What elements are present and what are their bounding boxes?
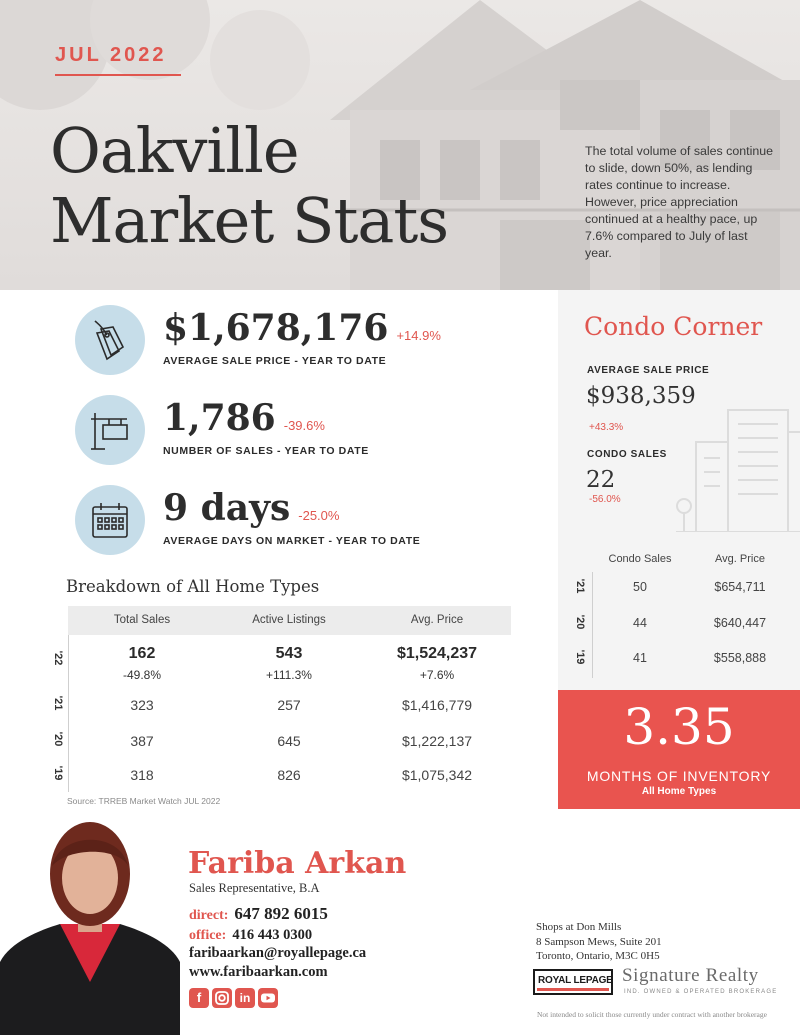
agent-role: Sales Representative, B.A [189, 881, 320, 895]
direct-phone[interactable] [189, 904, 328, 924]
table-cell: 543 [275, 645, 303, 662]
source-note: Source: TRREB Market Watch JUL 2022 [67, 796, 221, 806]
title-line-1: Oakville [50, 114, 299, 187]
calendar-icon [75, 485, 145, 555]
col-active-listings: Active Listings [252, 614, 326, 626]
stat-change: +14.9% [396, 328, 441, 343]
inventory-label: MONTHS OF INVENTORY [586, 768, 772, 784]
stat-change: -39.6% [283, 418, 325, 433]
inventory-subtitle: All Home Types [641, 786, 717, 797]
logo-bar [537, 988, 609, 991]
year-label: '20 [574, 614, 586, 630]
table-cell: $1,524,237 [396, 645, 478, 662]
stat-average-sale-price [75, 305, 545, 377]
agent-email-link[interactable]: faribaarkan@royallepage.ca [189, 945, 367, 961]
office-label: office: [189, 928, 227, 943]
stat-value-text: 9 days [163, 487, 291, 529]
address-line-1: Shops at Don Mills [536, 921, 622, 933]
stat-value-text: 1,786 [163, 397, 276, 439]
year-label: '22 [52, 650, 64, 666]
address-line-3: Toronto, Ontario, M3C 0H5 [536, 950, 660, 962]
direct-number: 647 892 6015 [234, 904, 328, 923]
facebook-icon[interactable]: f [189, 988, 209, 1008]
inventory-value: 3.35 [623, 698, 735, 756]
col-total-sales: Total Sales [113, 614, 171, 626]
breakdown-divider [68, 635, 69, 792]
condo-avg-price-change: +43.3% [589, 422, 624, 433]
year-label: '19 [574, 649, 586, 665]
youtube-icon[interactable] [258, 988, 278, 1008]
building-icon [676, 402, 800, 532]
year-label: '19 [52, 765, 64, 781]
report-month: JUL 2022 [55, 44, 167, 66]
condo-avg-price-label: AVERAGE SALE PRICE [587, 365, 710, 376]
table-cell: $1,222,137 [401, 733, 473, 749]
page-title [50, 116, 448, 256]
col-avg-price: Avg. Price [410, 614, 464, 626]
condo-sales: 22 [586, 467, 616, 493]
table-cell: $640,447 [713, 616, 767, 630]
hero-banner [0, 0, 800, 290]
table-cell: 50 [633, 580, 647, 594]
stat-label: NUMBER OF SALES - YEAR TO DATE [163, 445, 369, 457]
breakdown-header [68, 606, 511, 635]
table-cell-change: -49.8% [122, 668, 162, 682]
condo-avg-price: $938,359 [586, 383, 696, 409]
price-tag-icon [75, 305, 145, 375]
instagram-icon[interactable] [212, 988, 232, 1008]
condo-sales-label: CONDO SALES [587, 449, 667, 460]
table-cell-change: +111.3% [266, 668, 312, 682]
office-address [536, 920, 662, 964]
table-cell-change: +7.6% [419, 668, 455, 682]
year-label: '21 [52, 695, 64, 711]
table-cell: 44 [633, 616, 647, 630]
table-cell: 387 [130, 733, 154, 749]
condo-sales-change: -56.0% [589, 494, 621, 505]
stat-label: AVERAGE SALE PRICE - YEAR TO DATE [163, 355, 387, 367]
table-cell: 318 [130, 767, 154, 783]
year-label: '21 [574, 578, 586, 594]
table-cell: 41 [633, 651, 647, 665]
stat-value [163, 487, 339, 529]
brokerage-subtitle: IND. OWNED & OPERATED BROKERAGE [624, 989, 778, 995]
condo-corner-panel [558, 290, 800, 690]
agent-photo [0, 812, 180, 1035]
table-cell: $654,711 [714, 580, 766, 594]
direct-label: direct: [189, 908, 229, 923]
condo-table-divider [592, 572, 593, 678]
table-cell: 323 [130, 697, 154, 713]
stat-value [163, 397, 325, 439]
condo-title: Condo Corner [584, 312, 763, 341]
logo-text: ROYAL LEPAGE [538, 975, 613, 986]
table-cell: $1,075,342 [401, 767, 473, 783]
stat-value-text: $1,678,176 [163, 307, 389, 349]
stat-number-of-sales [75, 395, 545, 467]
linkedin-icon[interactable]: in [235, 988, 255, 1008]
agent-website-link[interactable]: www.faribaarkan.com [189, 964, 328, 980]
month-underline [55, 74, 181, 76]
table-cell: $1,416,779 [401, 697, 473, 713]
royal-lepage-logo [533, 969, 613, 995]
table-cell: 645 [277, 733, 301, 749]
year-label: '20 [52, 731, 64, 747]
table-cell: 162 [128, 645, 156, 662]
stat-label: AVERAGE DAYS ON MARKET - YEAR TO DATE [163, 535, 421, 547]
disclaimer: Not intended to solicit those currently under contract with another brokerage [537, 1010, 767, 1019]
col-condo-sales: Condo Sales [608, 553, 672, 565]
address-line-2: 8 Sampson Mews, Suite 201 [536, 935, 662, 948]
breakdown-title: Breakdown of All Home Types [66, 577, 320, 596]
stat-days-on-market [75, 485, 545, 557]
intro-text: The total volume of sales continue to slide, down 50%, as lending rates continue to increase. However, price appreciation continued at a healthy pace, up 7.6% compared to July of last year. [585, 144, 774, 260]
stat-value [163, 307, 441, 349]
stat-change: -25.0% [298, 508, 340, 523]
agent-name: Fariba Arkan [188, 846, 407, 881]
table-cell: 257 [277, 697, 301, 713]
office-phone[interactable] [189, 926, 312, 944]
title-line-2: Market Stats [50, 184, 449, 257]
office-number: 416 443 0300 [232, 927, 313, 943]
table-cell: 826 [277, 767, 301, 783]
table-cell: $558,888 [713, 651, 767, 665]
brokerage-name: Signature Realty [622, 965, 759, 986]
col-condo-avg-price: Avg. Price [715, 553, 765, 565]
months-of-inventory-box [558, 690, 800, 809]
for-sale-sign-icon [75, 395, 145, 465]
